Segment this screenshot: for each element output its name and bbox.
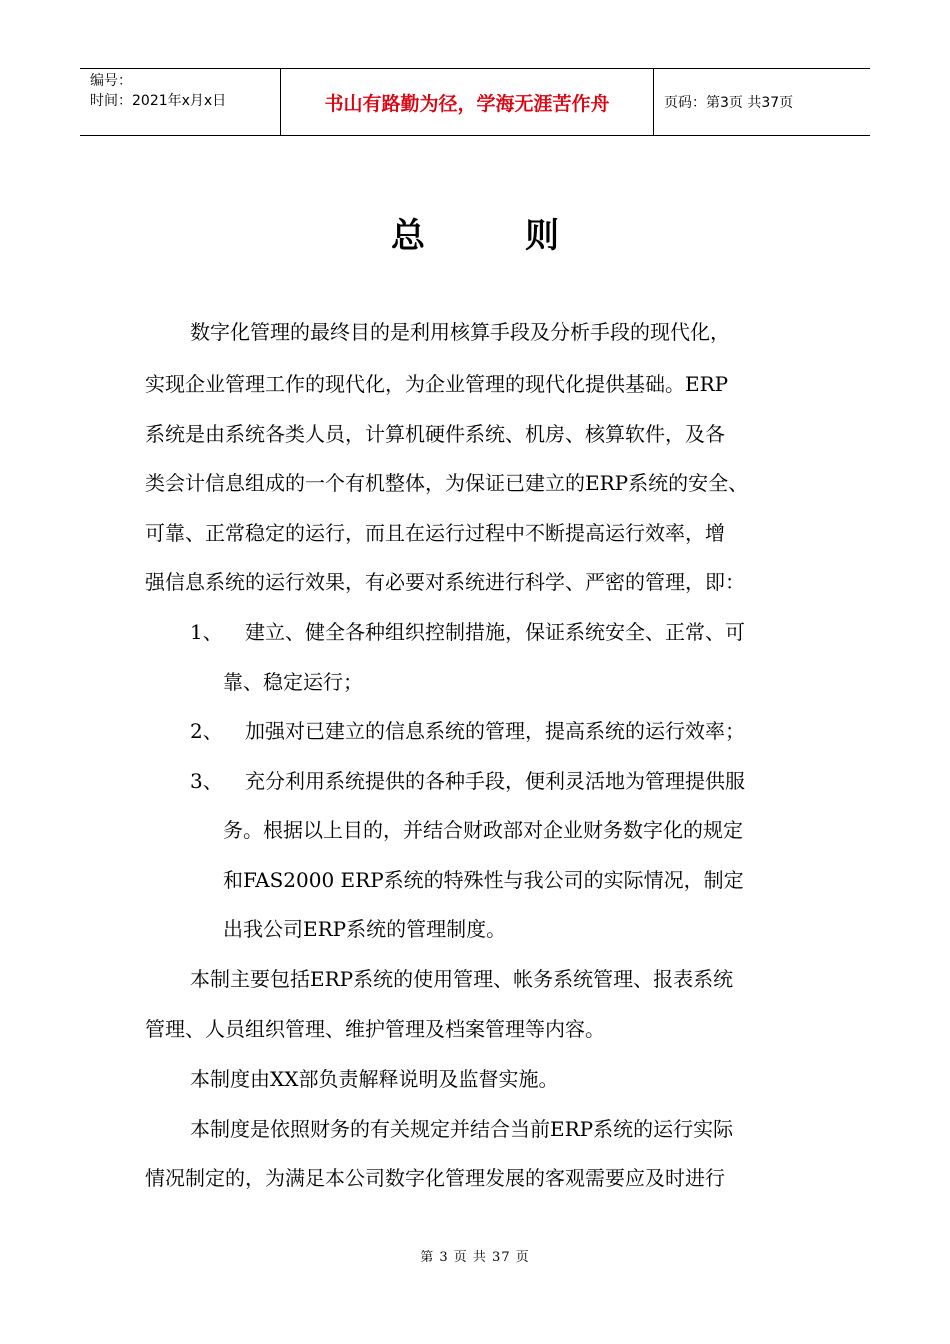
paragraph-line: 数字化管理的最终目的是利用核算手段及分析手段的现代化， xyxy=(190,320,730,344)
page-footer: 第 3 页 共 37 页 xyxy=(420,1250,530,1265)
paragraph-line: 管理、人员组织管理、维护管理及档案管理等内容。 xyxy=(145,1017,605,1041)
header-meta xyxy=(80,69,281,135)
list-item-line: 充分利用系统提供的各种手段，便利灵活地为管理提供服 xyxy=(245,769,745,793)
title-char-1: 总 xyxy=(391,216,425,256)
list-item-line: 出我公司ERP系统的管理制度。 xyxy=(223,917,507,941)
paragraph-line: 可靠、正常稳定的运行，而且在运行过程中不断提高运行效率，增 xyxy=(145,521,725,545)
page-header xyxy=(80,68,870,136)
paragraph-line: 本制度由XX部负责解释说明及监督实施。 xyxy=(190,1067,559,1091)
paragraph-line: 本制度是依照财务的有关规定并结合当前ERP系统的运行实际 xyxy=(190,1117,734,1141)
title-char-2: 则 xyxy=(525,216,559,256)
paragraph-line: 情况制定的，为满足本公司数字化管理发展的客观需要应及时进行 xyxy=(145,1166,725,1190)
list-item-number: 3、 xyxy=(190,769,223,793)
list-item-number: 2、 xyxy=(190,719,223,743)
page-title xyxy=(0,208,950,257)
list-item-line: 和FAS2000 ERP系统的特殊性与我公司的实际情况，制定 xyxy=(223,868,744,892)
header-motto: 书山有路勤为径，学海无涯苦作舟 xyxy=(281,69,654,135)
paragraph-line: 类会计信息组成的一个有机整体，为保证已建立的ERP系统的安全、 xyxy=(145,471,749,495)
list-item-line: 靠、稳定运行； xyxy=(223,670,363,694)
list-item-line: 建立、健全各种组织控制措施，保证系统安全、正常、可 xyxy=(245,620,745,644)
paragraph-line: 实现企业管理工作的现代化，为企业管理的现代化提供基础。ERP xyxy=(145,372,729,396)
paragraph-line: 强信息系统的运行效果，有必要对系统进行科学、严密的管理，即： xyxy=(145,570,745,594)
header-page-info: 页码：第3页 共37页 xyxy=(664,95,794,111)
list-item-line: 加强对已建立的信息系统的管理，提高系统的运行效率； xyxy=(245,719,745,743)
number-label: 编号： xyxy=(90,73,132,89)
list-item-line: 务。根据以上目的，并结合财政部对企业财务数字化的规定 xyxy=(223,818,743,842)
paragraph-line: 本制主要包括ERP系统的使用管理、帐务系统管理、报表系统 xyxy=(190,967,734,991)
time-label: 时间：2021年x月x日 xyxy=(90,93,227,109)
list-item-number: 1、 xyxy=(190,620,223,644)
paragraph-line: 系统是由系统各类人员，计算机硬件系统、机房、核算软件，及各 xyxy=(145,422,725,446)
